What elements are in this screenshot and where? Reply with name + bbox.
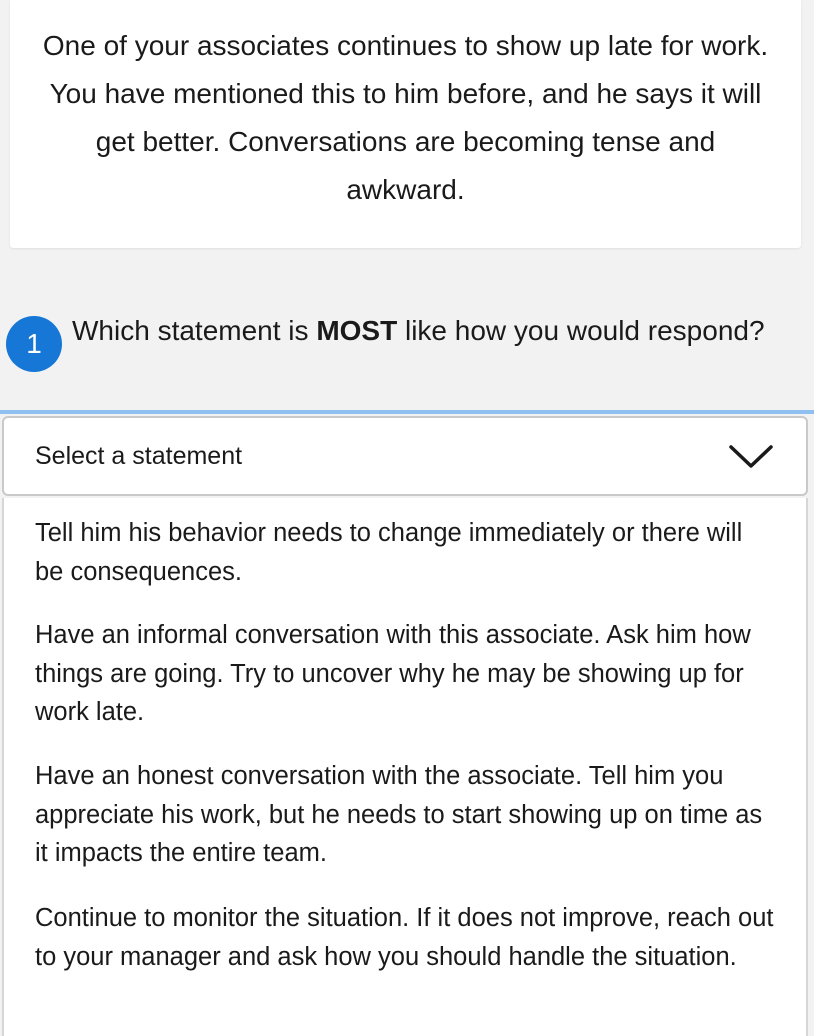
question-text-emphasis: MOST: [316, 315, 398, 346]
question-prompt: [72, 312, 792, 349]
option-item-4[interactable]: Continue to monitor the situation. If it does not improve, reach out to your manager and ask how you should handle the situation.: [35, 904, 774, 971]
statement-select[interactable]: [2, 416, 808, 496]
question-text-after: like how you would respond?: [397, 315, 765, 346]
option-item-1[interactable]: Tell him his behavior needs to change immediately or there will be consequences.: [35, 519, 743, 586]
select-placeholder: Select a statement: [35, 442, 243, 470]
scenario-text: One of your associates continues to show up late for work. You have mentioned this to him before, and he says it will get better. Conversations are becoming tense and awkward.: [42, 30, 769, 205]
question-row: [0, 308, 814, 388]
scenario-card: [10, 0, 801, 248]
question-number-badge: 1: [6, 316, 62, 372]
option-item-2[interactable]: Have an informal conversation with this associate. Ask him how things are going. Try to uncover why he may be showing up for work late.: [35, 621, 751, 726]
chevron-down-icon[interactable]: [728, 444, 774, 470]
options-list: [2, 498, 808, 1036]
dropdown-focus-accent: [0, 410, 814, 414]
question-text-before: Which statement is: [72, 315, 317, 346]
statement-dropdown: [0, 410, 814, 1036]
option-item-3[interactable]: Have an honest conversation with the associate. Tell him you appreciate his work, but he needs to start showing up on time as it impacts the entire team.: [35, 762, 763, 867]
